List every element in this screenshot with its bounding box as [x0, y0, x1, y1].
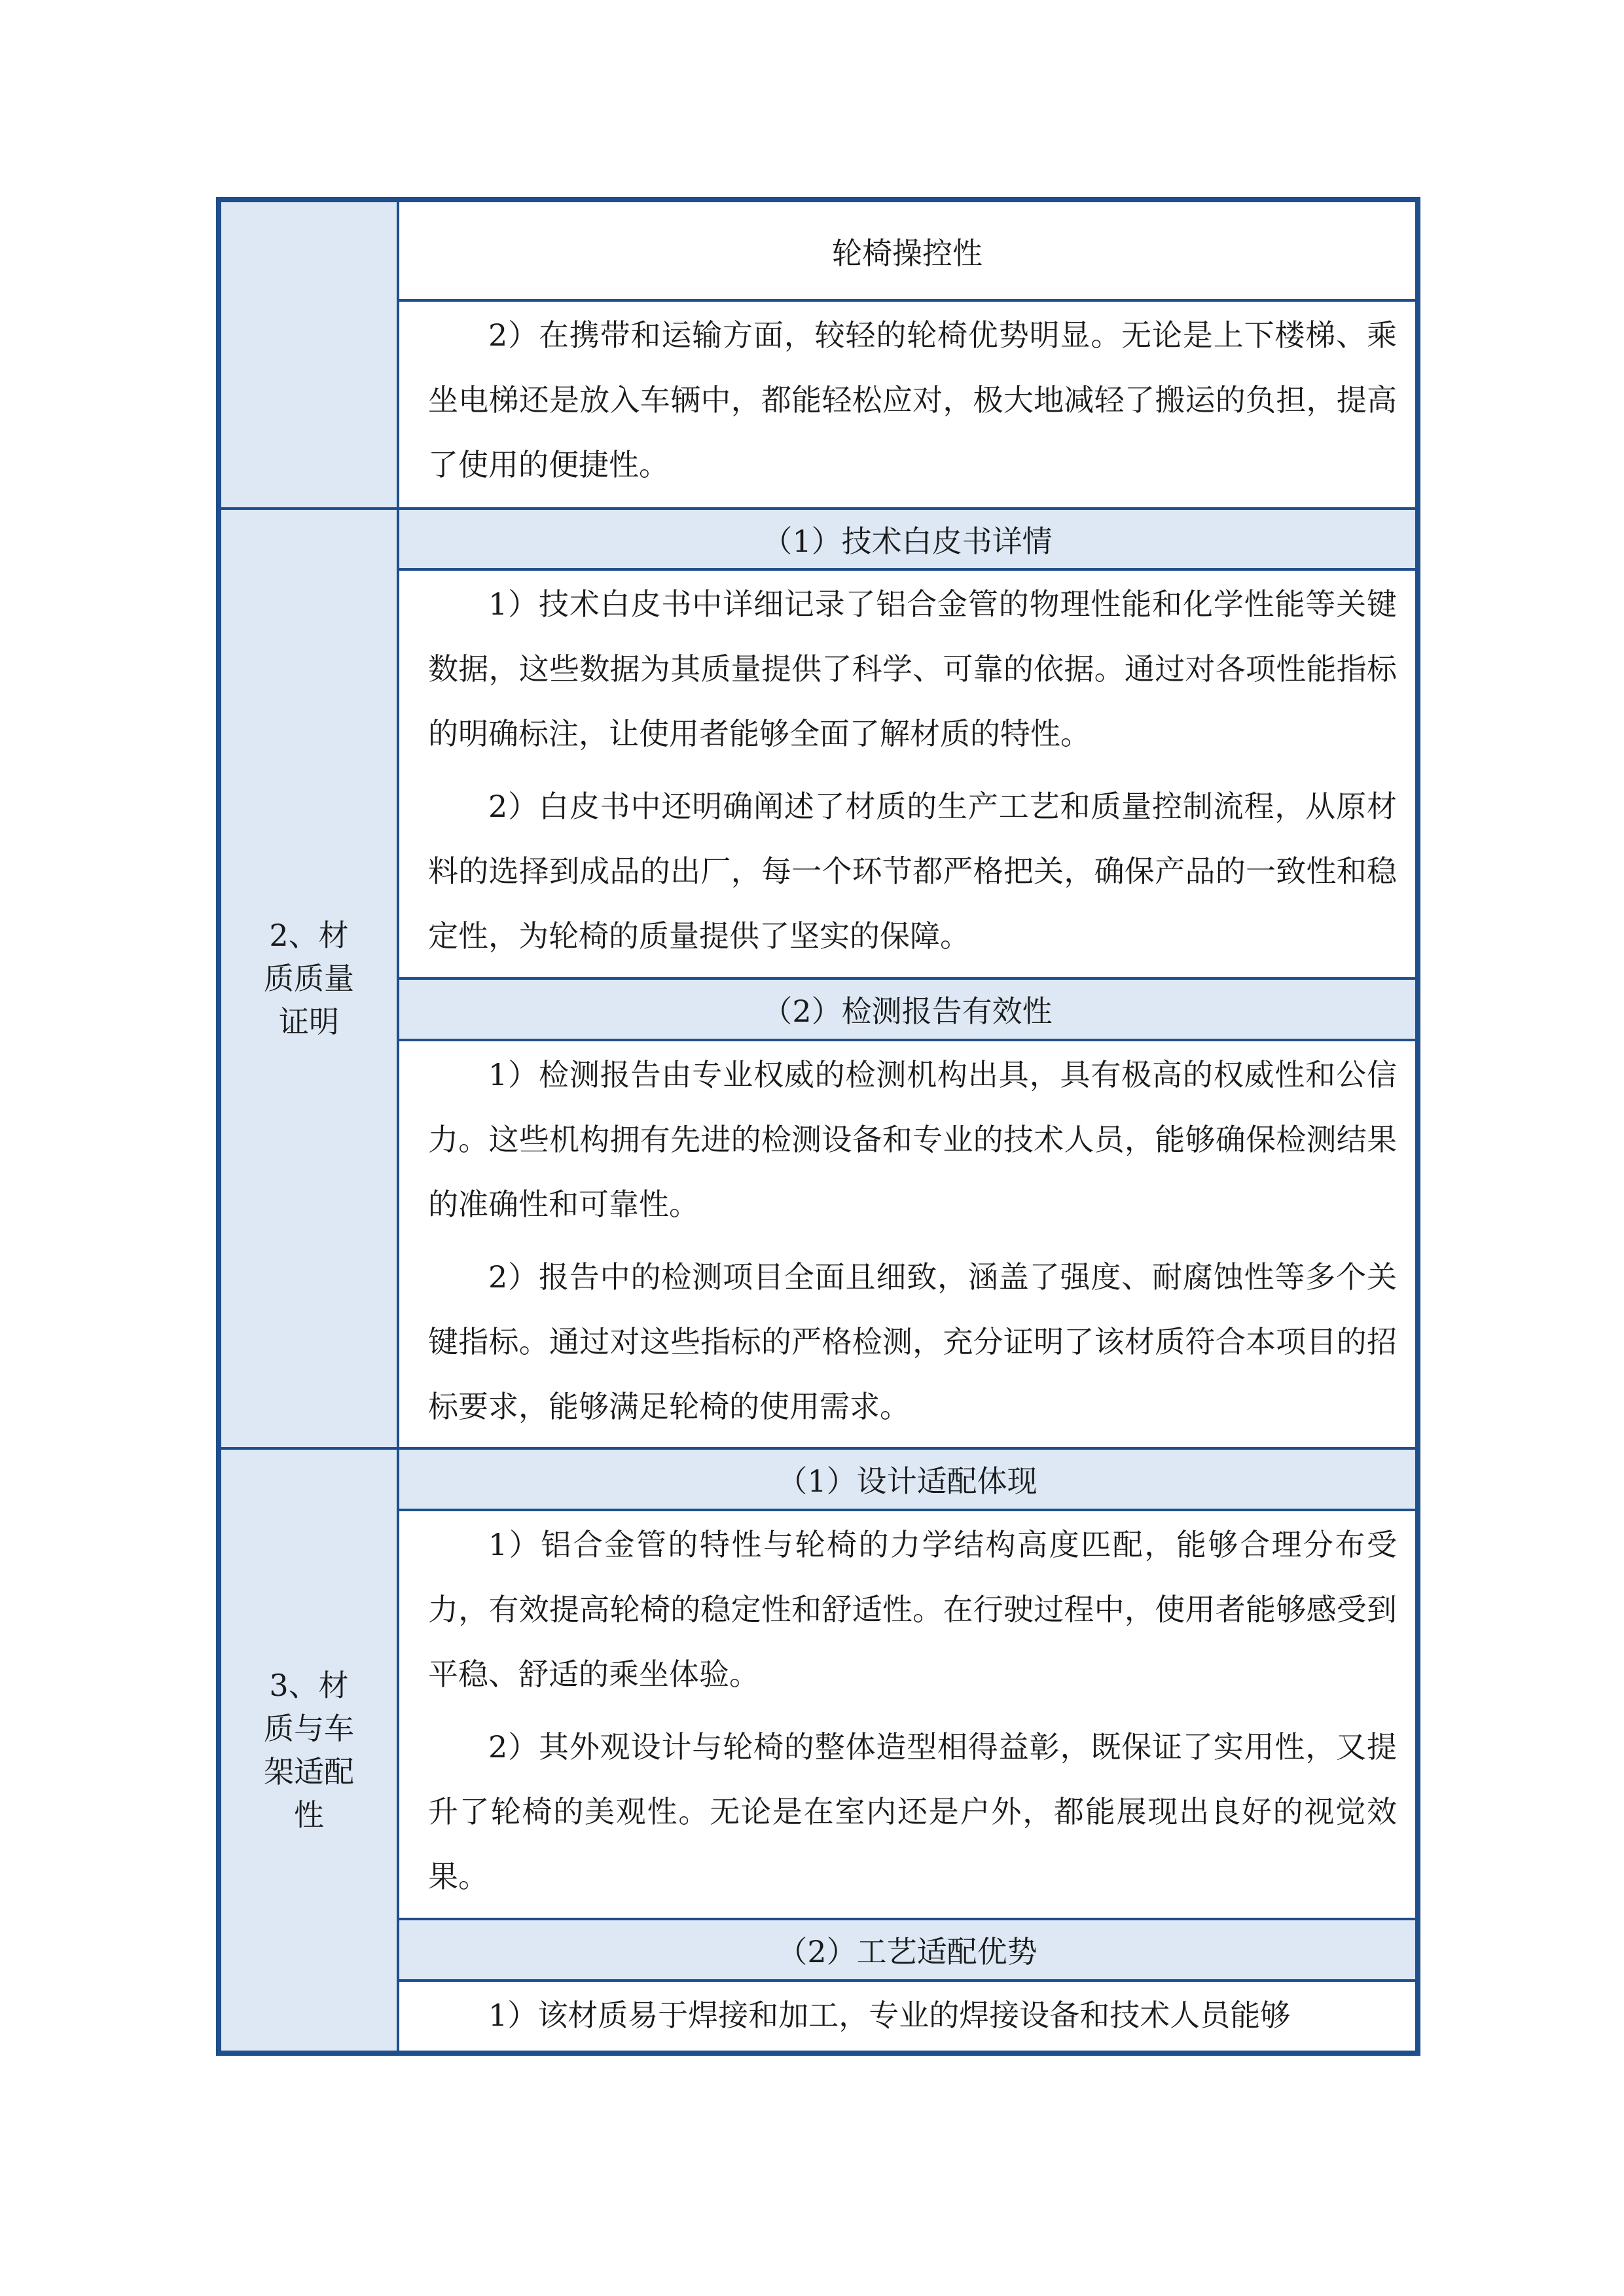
- divider: [399, 568, 1415, 571]
- section3-sub1-heading-text: （1）设计适配体现: [777, 1463, 1038, 1499]
- section3-sub1-paragraph-2: 2）其外观设计与轮椅的整体造型相得益彰，既保证了实用性，又提升了轮椅的美观性。无论是在室内还是户外，都能展现出良好的视觉效果。: [428, 1729, 1397, 1894]
- section2-label-cell: [221, 510, 399, 1447]
- section3-label: 3、材质与车架适配性: [264, 1668, 354, 1833]
- section1-heading: [399, 202, 1415, 300]
- section3-sub2-paragraph-1: 1）该材质易于焊接和加工，专业的焊接设备和技术人员能够: [488, 1998, 1291, 2033]
- section2-sub2-paragraph-1: 1）检测报告由专业权威的检测机构出具，具有极高的权威性和公信力。这些机构拥有先进的检测设备和专业的技术人员，能够确保检测结果的准确性和可靠性。: [428, 1057, 1397, 1222]
- section3-sub1-paragraph-1: 1）铝合金管的特性与轮椅的力学结构高度匹配，能够合理分布受力，有效提高轮椅的稳定性和舒适性。在行驶过程中，使用者能够感受到平稳、舒适的乘坐体验。: [428, 1527, 1397, 1692]
- divider: [399, 1509, 1415, 1511]
- section2-sub2-heading: [399, 980, 1415, 1039]
- section2-sub1-heading-text: （1）技术白皮书详情: [762, 523, 1053, 559]
- section3-label-cell: [221, 1450, 399, 2051]
- section1-heading-text: 轮椅操控性: [832, 236, 983, 271]
- section3-sub2-heading-text: （2）工艺适配优势: [777, 1934, 1038, 1969]
- section2-sub1-paragraph-1: 1）技术白皮书中详细记录了铝合金管的物理性能和化学性能等关键数据，这些数据为其质量提供了科学、可靠的依据。通过对各项性能指标的明确标注，让使用者能够全面了解材质的特性。: [428, 586, 1397, 751]
- section1-label-cell: [221, 202, 399, 507]
- section2-sub2-paragraph-2: 2）报告中的检测项目全面且细致，涵盖了强度、耐腐蚀性等多个关键指标。通过对这些指标的严格检测，充分证明了该材质符合本项目的招标要求，能够满足轮椅的使用需求。: [428, 1259, 1397, 1424]
- section1-paragraph-1: 2）在携带和运输方面，较轻的轮椅优势明显。无论是上下楼梯、乘坐电梯还是放入车辆中，都能轻松应对，极大地减轻了搬运的负担，提高了使用的便捷性。: [428, 317, 1397, 482]
- section2-sub2-heading-text: （2）检测报告有效性: [762, 994, 1053, 1029]
- section2-sub1-paragraph-2: 2）白皮书中还明确阐述了材质的生产工艺和质量控制流程，从原材料的选择到成品的出厂，每一个环节都严格把关，确保产品的一致性和稳定性，为轮椅的质量提供了坚实的保障。: [428, 789, 1397, 954]
- section2-sub1-heading: [399, 510, 1415, 568]
- divider: [399, 1039, 1415, 1041]
- spec-table: [216, 197, 1420, 2056]
- divider: [399, 299, 1415, 302]
- divider: [399, 1979, 1415, 1982]
- section2-label: 2、材质质量证明: [264, 918, 354, 1039]
- section3-sub1-heading: [399, 1450, 1415, 1509]
- section3-sub2-heading: [399, 1920, 1415, 1979]
